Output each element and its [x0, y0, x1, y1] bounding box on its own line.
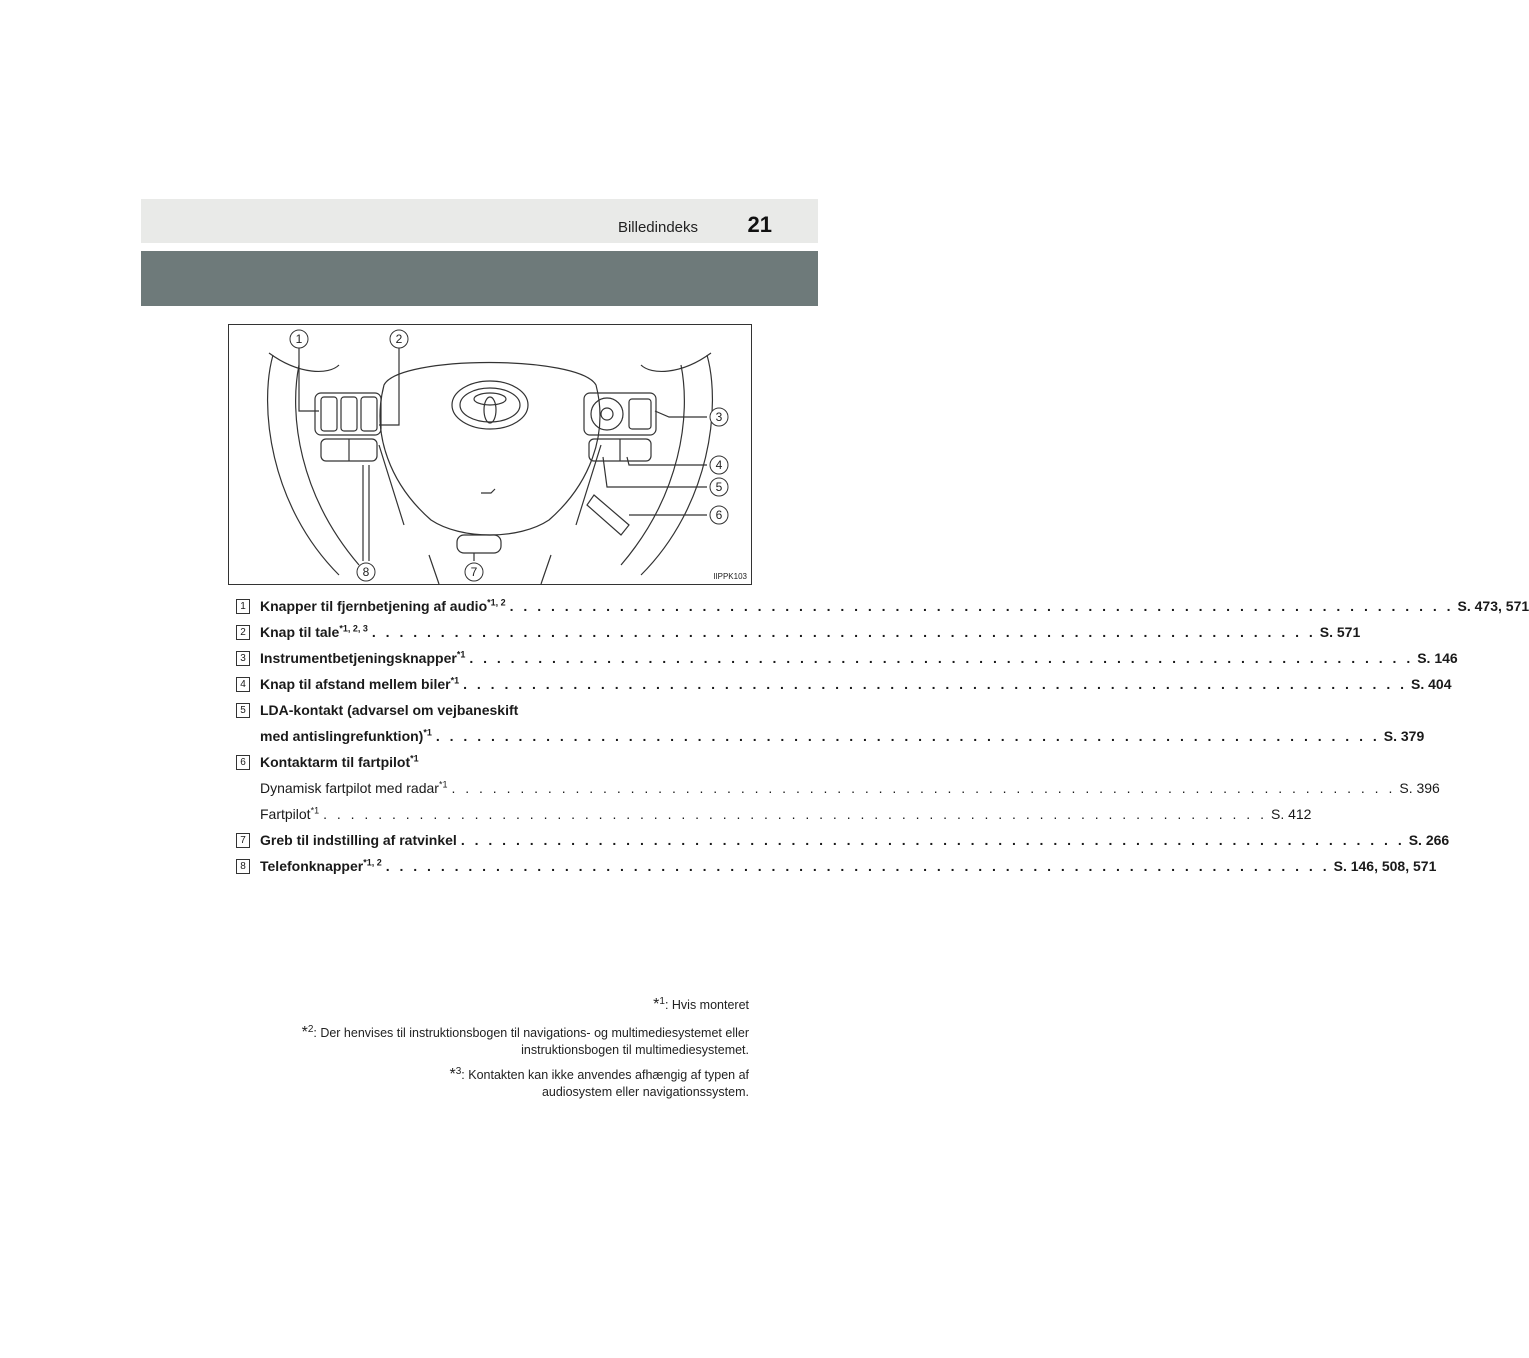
index-list	[236, 593, 1529, 879]
steering-wheel-drawing	[229, 325, 751, 584]
item-number: 3	[236, 651, 250, 666]
figure-code: IIPPK103	[713, 572, 747, 581]
leader-dots: . . . . . . . . . . . . . . . . . . . . . . . . . . . . . . . . . . . . . . . . . . . . . . . . . . . . . . . . . . . . . . . . . . . . .	[323, 806, 1267, 822]
leader-dots: . . . . . . . . . . . . . . . . . . . . . . . . . . . . . . . . . . . . . . . . . . . . . . . . . . . . . . . . . . . . . . . . . . . . .	[463, 676, 1408, 692]
list-item	[236, 749, 1440, 827]
list-item	[236, 827, 1450, 853]
page-reference[interactable]: S. 266	[1408, 832, 1450, 848]
footnote-ref: *1	[410, 753, 419, 764]
footnote-ref: *1	[450, 675, 460, 686]
item-label: Knapper til fjernbetjening af audio	[260, 598, 488, 614]
leader-dots: . . . . . . . . . . . . . . . . . . . . . . . . . . . . . . . . . . . . . . . . . . . . . . . . . . . . . . . . . . . . . . . . . . . . .	[509, 598, 1454, 614]
list-item	[236, 645, 1458, 671]
leader-dots: . . . . . . . . . . . . . . . . . . . . . . . . . . . . . . . . . . . . . . . . . . . . . . . . . . . . . . . . . . . . . . . . . . . . .	[460, 832, 1405, 848]
page-reference[interactable]: S. 473, 571	[1457, 598, 1529, 614]
page-reference[interactable]: S. 396	[1399, 780, 1440, 796]
item-number: 1	[236, 599, 250, 614]
sub-item-label: Fartpilot	[260, 806, 311, 822]
footnote-1: *$^1$: Hvis monteret	[653, 995, 749, 1013]
item-label-line1: LDA-kontakt (advarsel om vejbaneskift	[260, 702, 519, 718]
callout-label-8: 8	[362, 565, 370, 579]
list-item	[236, 853, 1437, 879]
item-label: Knap til tale	[260, 624, 340, 640]
footnote-ref: *1	[456, 649, 466, 660]
callout-label-5: 5	[715, 480, 723, 494]
item-label: Kontaktarm til fartpilot	[260, 754, 411, 770]
item-number: 2	[236, 625, 250, 640]
leader-dots: . . . . . . . . . . . . . . . . . . . . . . . . . . . . . . . . . . . . . . . . . . . . . . . . . . . . . . . . . . . . . . . . . . . . .	[371, 624, 1316, 640]
list-item	[236, 697, 1425, 749]
leader-dots: . . . . . . . . . . . . . . . . . . . . . . . . . . . . . . . . . . . . . . . . . . . . . . . . . . . . . . . . . . . . . . . . . . . . .	[451, 780, 1396, 796]
item-number: 5	[236, 703, 250, 718]
leader-dots: . . . . . . . . . . . . . . . . . . . . . . . . . . . . . . . . . . . . . . . . . . . . . . . . . . . . . . . . . . . . . . . . . . . . .	[435, 728, 1380, 744]
page-reference[interactable]: S. 571	[1319, 624, 1361, 640]
callout-label-1: 1	[295, 332, 303, 346]
footnote-ref: *1, 2	[487, 597, 506, 608]
footnote-2: *$^2$: Der henvises til instruktionsbogen til navigations- og multimediesystemet eller instruktionsbogen til multimediesystemet.	[301, 1023, 749, 1057]
item-number: 7	[236, 833, 250, 848]
callout-label-3: 3	[715, 410, 723, 424]
callout-label-2: 2	[395, 332, 403, 346]
leader-dots: . . . . . . . . . . . . . . . . . . . . . . . . . . . . . . . . . . . . . . . . . . . . . . . . . . . . . . . . . . . . . . . . . . . . .	[385, 858, 1330, 874]
section-title: Billedindeks	[617, 219, 698, 236]
page-reference[interactable]: S. 404	[1411, 676, 1452, 692]
item-label: med antislingrefunktion)	[260, 728, 424, 744]
item-number: 4	[236, 677, 250, 692]
item-number: 6	[236, 755, 250, 770]
footnote-ref: *1	[423, 727, 432, 738]
list-item	[236, 593, 1529, 619]
steering-wheel-illustration	[228, 324, 752, 585]
item-number: 8	[236, 859, 250, 874]
footnote-ref: *1, 2, 3	[339, 623, 368, 634]
item-label: Telefonknapper	[260, 858, 364, 874]
page-reference[interactable]: S. 146, 508, 571	[1333, 858, 1437, 874]
footnote-3: *$^3$: Kontakten kan ikke anvendes afhængig af typen af audiosystem eller navigationssystem.	[449, 1065, 749, 1099]
sub-item-label: Dynamisk fartpilot med radar	[260, 780, 439, 796]
page-reference[interactable]: S. 379	[1383, 728, 1425, 744]
list-item	[236, 619, 1361, 645]
callout-label-4: 4	[715, 458, 723, 472]
section-bar	[141, 251, 818, 306]
page-number: 21	[747, 212, 772, 237]
callout-label-6: 6	[715, 508, 723, 522]
list-item	[236, 671, 1452, 697]
item-label: Greb til indstilling af ratvinkel	[260, 832, 457, 848]
leader-dots: . . . . . . . . . . . . . . . . . . . . . . . . . . . . . . . . . . . . . . . . . . . . . . . . . . . . . . . . . . . . . . . . . . . . .	[469, 650, 1414, 666]
header-band	[141, 199, 818, 243]
footnote-ref: *1, 2	[363, 857, 382, 868]
item-label: Instrumentbetjeningsknapper	[260, 650, 457, 666]
footnote-ref: *1	[310, 805, 320, 816]
page-reference[interactable]: S. 146	[1417, 650, 1458, 666]
page-reference[interactable]: S. 412	[1270, 806, 1312, 822]
footnote-ref: *1	[438, 779, 448, 790]
item-label: Knap til afstand mellem biler	[260, 676, 451, 692]
callout-label-7: 7	[470, 565, 478, 579]
